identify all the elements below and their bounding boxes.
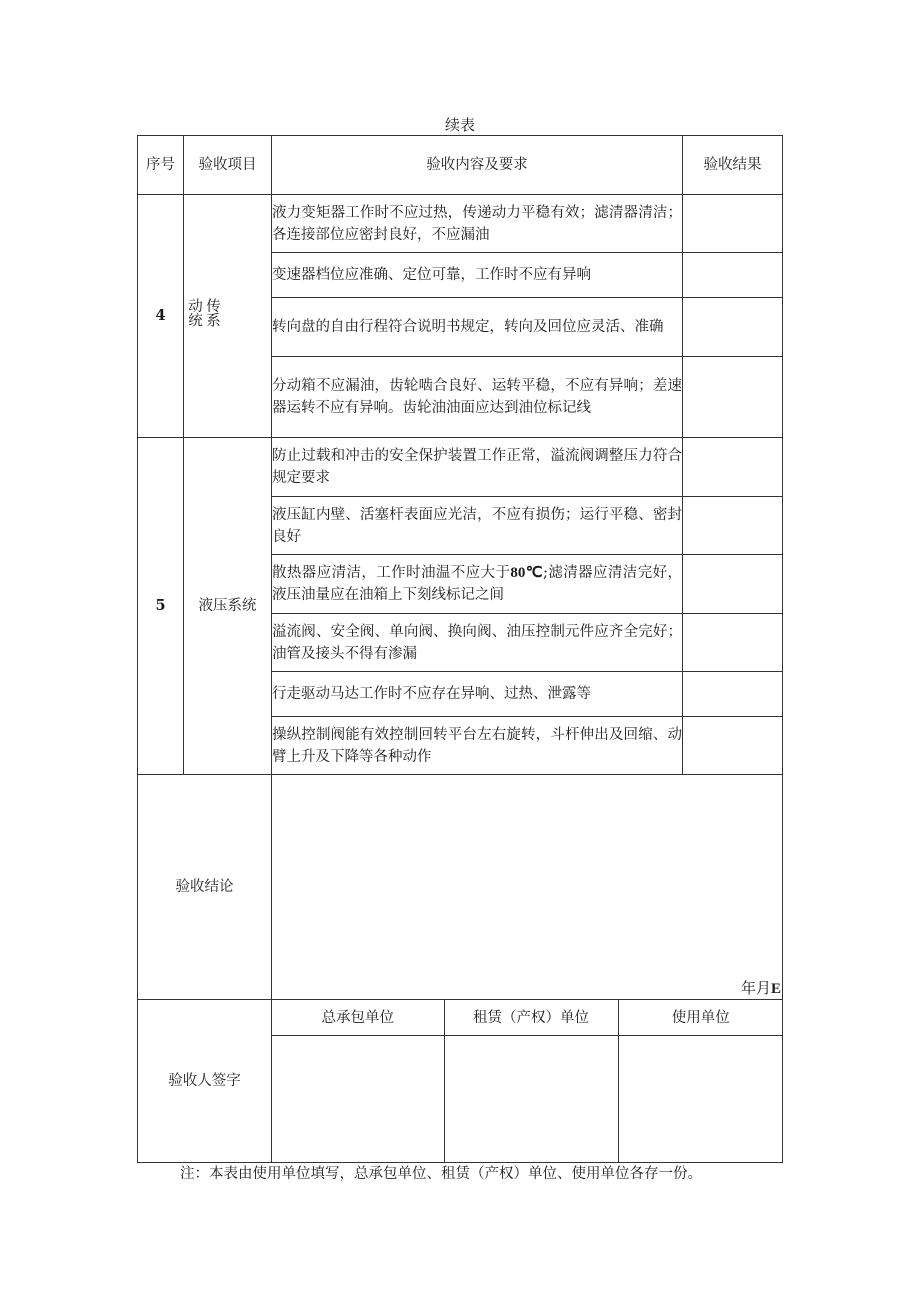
header-row: [138, 136, 783, 195]
signature-box-user[interactable]: [618, 1036, 783, 1163]
conclusion-date: [741, 978, 781, 999]
requirement-text: 分动箱不应漏油，齿轮啮合良好、运转平稳，不应有异响；差速器运转不应有异响。齿轮油油面应达到油位标记线: [272, 357, 683, 438]
section-label-col2: 传系: [204, 298, 220, 327]
result-cell[interactable]: [683, 497, 783, 555]
conclusion-field[interactable]: [272, 775, 783, 1000]
requirement-text: 防止过载和冲击的安全保护装置工作正常，溢流阀调整压力符合规定要求: [272, 438, 683, 497]
requirement-text: 溢流阀、安全阀、单向阀、换向阀、油压控制元件应齐全完好；油管及接头不得有渗漏: [272, 614, 683, 672]
signature-col-lessor: 租赁（产权）单位: [444, 1000, 618, 1036]
section-label: 液压系统: [184, 438, 272, 775]
result-cell[interactable]: [683, 717, 783, 775]
conclusion-row: [138, 775, 783, 1000]
temperature-value: 80℃: [510, 565, 544, 581]
section-label: [184, 195, 272, 438]
header-seq: 序号: [138, 136, 184, 195]
requirement-text: 液力变矩器工作时不应过热，传递动力平稳有效；滤清器清洁；各连接部位应密封良好，不应漏油: [272, 195, 683, 253]
result-cell[interactable]: [683, 195, 783, 253]
footnote: 注：本表由使用单位填写，总承包单位、租赁（产权）单位、使用单位各存一份。: [180, 1166, 702, 1182]
requirement-text: [272, 555, 683, 614]
table-row: [138, 195, 783, 253]
requirement-text: 变速器档位应准确、定位可靠，工作时不应有异响: [272, 253, 683, 298]
result-cell[interactable]: [683, 555, 783, 614]
section-label-col1: 动统: [186, 298, 202, 327]
requirement-text-part: 散热器应清洁，工作时油温不应大于: [272, 565, 511, 581]
signature-col-user: 使用单位: [618, 1000, 783, 1036]
result-cell[interactable]: [683, 357, 783, 438]
header-item: 验收项目: [184, 136, 272, 195]
signature-grid-cell: [272, 1000, 783, 1163]
signature-label: 验收人签字: [138, 1000, 272, 1163]
requirement-text: 行走驱动马达工作时不应存在异响、过热、泄露等: [272, 672, 683, 717]
header-content: 验收内容及要求: [272, 136, 683, 195]
signature-col-general-contractor: 总承包单位: [272, 1000, 444, 1036]
signature-box-lessor[interactable]: [444, 1036, 618, 1163]
requirement-text: 液压缸内壁、活塞杆表面应光洁，不应有损伤；运行平稳、密封良好: [272, 497, 683, 555]
requirement-text-part: ;滤清器应清洁完好，液压油量应在油箱上下刻线标记之间: [272, 565, 682, 603]
requirement-text: 操纵控制阀能有效控制回转平台左右旋转，斗杆伸出及回缩、动臂上升及下降等各种动作: [272, 717, 683, 775]
section-number: 4: [138, 195, 184, 438]
conclusion-label: 验收结论: [138, 775, 272, 1000]
table-caption: 续表: [444, 116, 475, 134]
acceptance-table: [137, 135, 783, 1163]
requirement-text: 转向盘的自由行程符合说明书规定，转向及回位应灵活、准确: [272, 298, 683, 357]
table-row: [138, 438, 783, 497]
signature-grid: [272, 1000, 783, 1162]
date-suffix: E: [770, 981, 781, 997]
result-cell[interactable]: [683, 298, 783, 357]
header-result: 验收结果: [683, 136, 783, 195]
result-cell[interactable]: [683, 614, 783, 672]
date-prefix: 年月: [740, 979, 771, 997]
result-cell[interactable]: [683, 253, 783, 298]
result-cell[interactable]: [683, 438, 783, 497]
section-number: 5: [138, 438, 184, 775]
signature-box-general-contractor[interactable]: [272, 1036, 444, 1163]
result-cell[interactable]: [683, 672, 783, 717]
